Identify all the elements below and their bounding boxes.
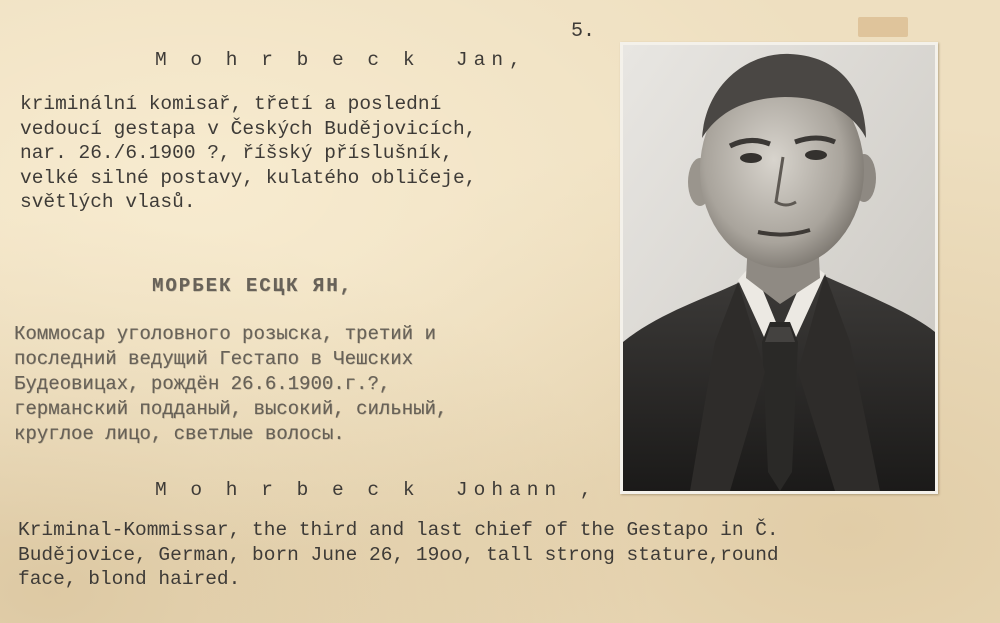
tape-mark [858,17,908,37]
czech-description: kriminální komisař, třetí a poslední vedoucí gestapa v Českých Budějovicích, nar. 26./6.1900 ?, říšský příslušník, velké silné postavy, kulatého obličeje, světlých vlasů. [20,93,477,213]
english-description: Kriminal-Kommissar, the third and last chief of the Gestapo in Č. Budějovice, German, born June 26, 19oo, tall strong stature,round face, blond haired. [18,519,779,590]
portrait-photo [620,42,938,494]
portrait-photo-icon [620,42,938,494]
czech-name: M o h r b e c k Jan, [155,49,527,71]
english-name: M o h r b e c k Johann , [155,479,598,501]
russian-name: МОРБЕК ЕСЦК ЯН, [152,275,354,297]
page-number: 5. [571,20,596,43]
russian-description: Коммосар уголовного розыска, третий и последний ведущий Гестапо в Чешских Будеовицах, рождён 26.6.1900.г.?, германский подданый, высокий, сильный, круглое лицо, светлые волосы. [14,323,448,445]
